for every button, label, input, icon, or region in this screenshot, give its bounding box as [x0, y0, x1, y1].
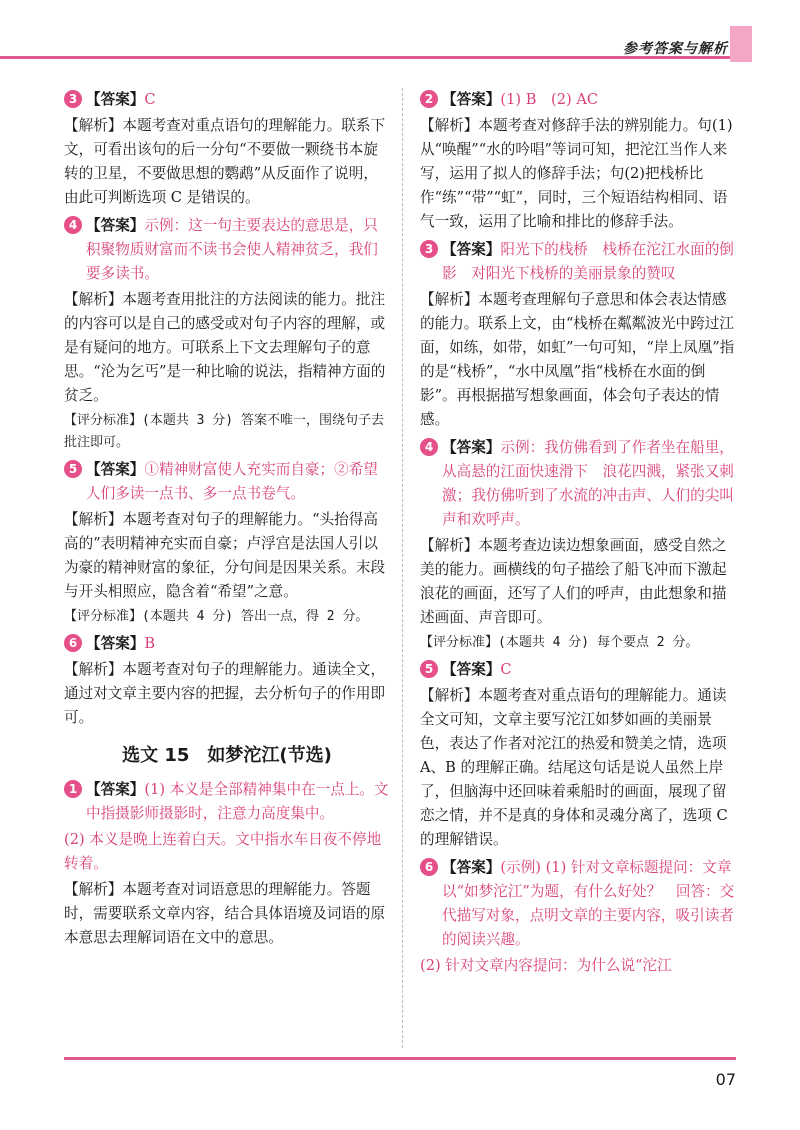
answer-item-4: [64, 214, 390, 454]
answer-text: (示例) (1) 针对文章标题提问：文章以“如梦沱江”为题，有什么好处？ 回答：交代描写对象，点明文章的主要内容，吸引读者的阅读兴趣。: [442, 859, 735, 948]
question-number: 6: [420, 858, 438, 876]
column-divider: [402, 88, 403, 1048]
answer-item-6: [420, 856, 736, 978]
answer-item-6: [64, 632, 390, 730]
answer-text: C: [500, 661, 512, 678]
answer-text-2: (2) 本义是晚上连着白天。文中指水车日夜不停地转着。: [64, 831, 382, 872]
answer-item-1: [64, 778, 390, 950]
question-number: 3: [420, 240, 438, 258]
answer-label: 【答案】: [86, 635, 145, 652]
analysis-text: 【解析】本题考查对句子的理解能力。“头抬得高高的”表明精神充实而自豪；卢浮宫是法国人引以为豪的精神财富的象征，分句间是因果关系。末段与开头相照应，隐含着“希望”之意。: [64, 511, 386, 600]
answer-item-4: [420, 436, 736, 654]
footer-rule: [64, 1057, 736, 1060]
question-number: 4: [420, 438, 438, 456]
answer-label: 【答案】: [86, 91, 145, 108]
answer-label: 【答案】: [86, 781, 145, 798]
answer-label: 【答案】: [86, 217, 145, 234]
analysis-text: 【解析】本题考查对重点语句的理解能力。联系下文，可看出该句的后一分句“不要做一颗绕书本旋转的卫星，不要做思想的鹦鹉”从反面作了说明，由此可判断选项 C 是错误的。: [64, 117, 386, 206]
answer-item-5: [420, 658, 736, 852]
answer-text: 阳光下的栈桥 栈桥在沱江水面的倒影 对阳光下栈桥的美丽景象的赞叹: [442, 241, 734, 282]
answer-text: 示例：我仿佛看到了作者坐在船里，从高悬的江面快速滑下 浪花四溅，紧张又刺激；我仿佛听到了水流的冲击声、人们的尖叫声和欢呼声。: [442, 439, 734, 528]
answer-text: C: [144, 91, 156, 108]
analysis-text: 【解析】本题考查对句子的理解能力。通读全文，通过对文章主要内容的把握，去分析句子的作用即可。: [64, 661, 386, 726]
scoring-standard: 【评分标准】(本题共 4 分) 每个要点 2 分。: [420, 635, 699, 650]
answer-text-2: (2) 针对文章内容提问：为什么说“沱江: [420, 957, 672, 974]
answer-item-2: [420, 88, 736, 234]
section-title: 选文 15 如梦沱江(节选): [122, 745, 332, 766]
question-number: 1: [64, 780, 82, 798]
question-number: 3: [64, 90, 82, 108]
answer-item-3: [420, 238, 736, 432]
answer-item-5: [64, 458, 390, 628]
question-number: 5: [420, 660, 438, 678]
analysis-text: 【解析】本题考查用批注的方法阅读的能力。批注的内容可以是自己的感受或对句子内容的理解，或是有疑问的地方。可联系上下文去理解句子的意思。“沦为乞丐”是一种比喻的说法，指精神方面的贫乏。: [64, 291, 386, 404]
analysis-text: 【解析】本题考查对重点语句的理解能力。通读全文可知，文章主要写沱江如梦如画的美丽景色，表达了作者对沱江的热爱和赞美之情，选项 A、B 的理解正确。结尾这句话是说人虽然上岸了，但脑海中还回味着乘船时的画面，展现了留恋之情，并不是真的身体和灵魂分离了，选项 C 的理解错误。: [420, 687, 728, 848]
scoring-standard: 【评分标准】(本题共 4 分) 答出一点，得 2 分。: [64, 609, 369, 624]
running-header-title: 参考答案与解析: [623, 41, 728, 57]
answer-text: B: [144, 635, 156, 652]
answer-text: ①精神财富使人充实而自豪；②希望人们多读一点书、多一点书卷气。: [86, 461, 378, 502]
answer-label: 【答案】: [442, 859, 501, 876]
analysis-text: 【解析】本题考查理解句子意思和体会表达情感的能力。联系上文，由“栈桥在粼粼波光中跨过江面，如练，如带，如虹”一句可知，“岸上凤凰”指的是“栈桥”，“水中凤凰”指“栈桥在水面的倒影”。再根据描写想象画面，体会句子表达的情感。: [420, 291, 735, 428]
question-number: 4: [64, 216, 82, 234]
analysis-text: 【解析】本题考查对词语意思的理解能力。答题时，需要联系文章内容，结合具体语境及词语的原本意思去理解词语在文中的意思。: [64, 881, 386, 946]
question-number: 2: [420, 90, 438, 108]
answer-text: (1) 本义是全部精神集中在一点上。文中指摄影师摄影时，注意力高度集中。: [86, 781, 389, 822]
left-column: [64, 88, 390, 954]
page-number: 07: [715, 1070, 736, 1089]
answer-item-3: [64, 88, 390, 210]
analysis-text: 【解析】本题考查边读边想象画面，感受自然之美的能力。画横线的句子描绘了船飞冲而下激起浪花的画面，还写了人们的呼声，由此想象和描述画面、声音即可。: [420, 537, 727, 626]
answer-label: 【答案】: [442, 91, 501, 108]
answer-text: 示例：这一句主要表达的意思是，只积聚物质财富而不读书会使人精神贫乏，我们要多读书。: [86, 217, 378, 282]
answer-label: 【答案】: [442, 439, 501, 456]
question-number: 6: [64, 634, 82, 652]
answer-text: (1) B (2) AC: [500, 91, 599, 108]
header-tab-decoration: [730, 26, 752, 62]
answer-label: 【答案】: [442, 241, 501, 258]
scoring-standard: 【评分标准】(本题共 3 分) 答案不唯一，围绕句子去批注即可。: [64, 413, 384, 450]
question-number: 5: [64, 460, 82, 478]
answer-label: 【答案】: [86, 461, 145, 478]
analysis-text: 【解析】本题考查对修辞手法的辨别能力。句(1)从“唤醒”“水的吟唱”等词可知，把沱江当作人来写，运用了拟人的修辞手法；句(2)把栈桥比作“练”“带”“虹”，同时，三个短语结构相同、语气一致，运用了比喻和排比的修辞手法。: [420, 117, 733, 230]
answer-label: 【答案】: [442, 661, 501, 678]
right-column: [420, 88, 736, 982]
